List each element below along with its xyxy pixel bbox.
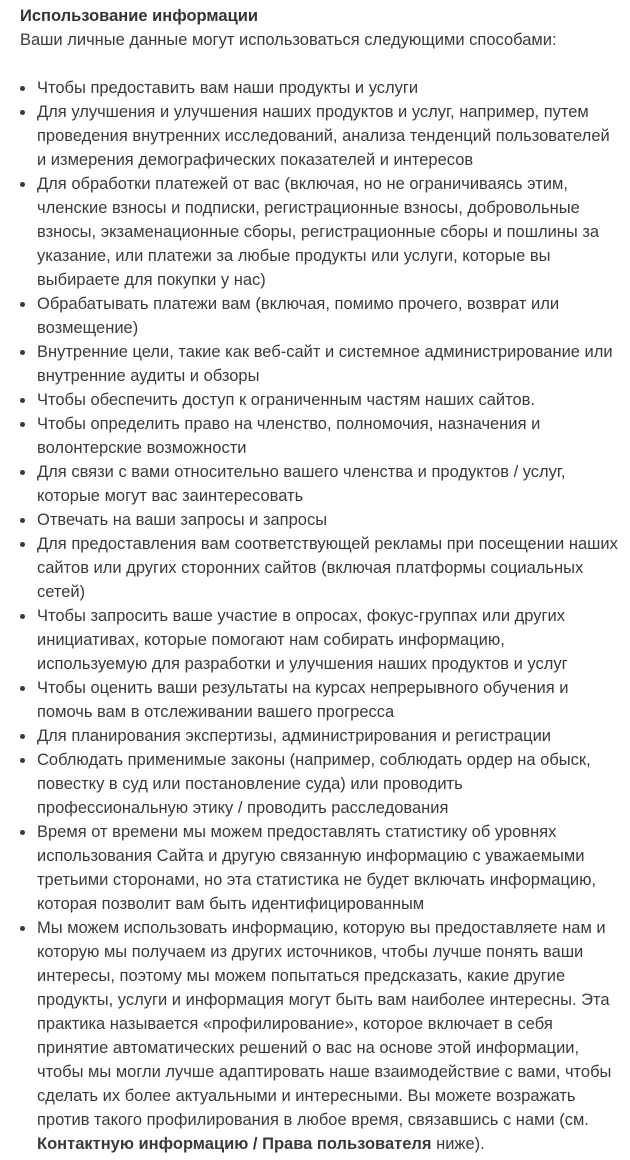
section-intro: Ваши личные данные могут использоваться следующими способами: <box>20 31 557 49</box>
list-item-text: Для обработки платежей от вас (включая, но не ограничиваясь этим, членские взносы и подписки, регистрационные взносы, добровольные взносы, экзаменационные сборы, регистрационные сборы и пошлины за указание, или платежи за любые продукты или услуги, которые вы выбираете для покупки у нас) <box>37 175 600 289</box>
bullet-icon <box>20 518 25 523</box>
list-item <box>20 412 618 460</box>
section-title: Использование информации <box>20 7 259 25</box>
profiling-suffix: ниже). <box>431 1135 485 1153</box>
list-item-text: Отвечать на ваши запросы и запросы <box>37 511 328 529</box>
bullet-icon <box>20 542 25 547</box>
bullet-icon <box>20 302 25 307</box>
bullet-icon <box>20 422 25 427</box>
bullet-icon <box>20 926 25 931</box>
bullet-icon <box>20 350 25 355</box>
list-item-text: Время от времени мы можем предоставлять статистику об уровнях использования Сайта и другую связанную информацию с уважаемыми третьими сторонами, но эта статистика не будет включать информацию, которая позволит вам быть идентифицированным <box>37 823 597 913</box>
list-item-text: Для улучшения и улучшения наших продуктов и услуг, например, путем проведения внутренних исследований, анализа тенденций пользователей и измерения демографических показателей и интересов <box>37 103 610 169</box>
list-item <box>20 292 618 340</box>
bullet-icon <box>20 734 25 739</box>
list-item <box>20 388 618 412</box>
list-item-profiling <box>20 916 618 1156</box>
list-item <box>20 76 618 100</box>
list-item <box>20 724 618 748</box>
bullet-icon <box>20 758 25 763</box>
bullet-icon <box>20 182 25 187</box>
list-item-text: Чтобы обеспечить доступ к ограниченным частям наших сайтов. <box>37 391 536 409</box>
bullet-icon <box>20 470 25 475</box>
usage-list <box>20 76 618 1156</box>
list-item <box>20 172 618 292</box>
list-item-text: Для связи с вами относительно вашего членства и продуктов / услуг, которые могут вас заинтересовать <box>37 463 566 505</box>
list-item <box>20 340 618 388</box>
profiling-text: Мы можем использовать информацию, которую вы предоставляете нам и которую мы получаем из других источников, чтобы лучше понять ваши интересы, поэтому мы можем попытаться предсказать, какие другие продукты, услуги и информация могут быть вам наиболее интересны. Эта практика называется «профилирование», которое включает в себя принятие автоматических решений о вас на основе этой информации, чтобы мы могли лучше адаптировать наше взаимодействие с вами, чтобы сделать их более актуальными и интересными. Вы можете возражать против такого профилирования в любое время, связавшись с нами (см. <box>37 919 612 1129</box>
list-item-text: Чтобы запросить ваше участие в опросах, фокус-группах или других инициативах, которые помогают нам собирать информацию, используемую для разработки и улучшения наших продуктов и услуг <box>37 607 568 673</box>
list-item <box>20 460 618 508</box>
contact-info-reference: Контактную информацию / Права пользователя <box>37 1135 432 1153</box>
list-item-text: Внутренние цели, такие как веб-сайт и системное администрирование или внутренние аудиты и обзоры <box>37 343 613 385</box>
bullet-icon <box>20 830 25 835</box>
list-item-text: Для планирования экспертизы, администрирования и регистрации <box>37 727 551 745</box>
bullet-icon <box>20 110 25 115</box>
list-item-text: Чтобы предоставить вам наши продукты и услуги <box>37 79 419 97</box>
list-item-text: Чтобы определить право на членство, полномочия, назначения и волонтерские возможности <box>37 415 541 457</box>
list-item <box>20 508 618 532</box>
list-item <box>20 100 618 172</box>
list-item-text: Обрабатывать платежи вам (включая, помимо прочего, возврат или возмещение) <box>37 295 560 337</box>
list-item <box>20 604 618 676</box>
bullet-icon <box>20 686 25 691</box>
list-item-text: Для предоставления вам соответствующей рекламы при посещении наших сайтов или других сторонних сайтов (включая платформы социальных сетей) <box>37 535 618 601</box>
list-item-text: Чтобы оценить ваши результаты на курсах непрерывного обучения и помочь вам в отслеживании вашего прогресса <box>37 679 569 721</box>
list-item <box>20 676 618 724</box>
bullet-icon <box>20 398 25 403</box>
bullet-icon <box>20 86 25 91</box>
list-item <box>20 820 618 916</box>
list-item-text: Соблюдать применимые законы (например, соблюдать ордер на обыск, повестку в суд или постановление суда) или проводить профессиональную этику / проводить расследования <box>37 751 591 817</box>
bullet-icon <box>20 614 25 619</box>
list-item <box>20 748 618 820</box>
list-item <box>20 532 618 604</box>
